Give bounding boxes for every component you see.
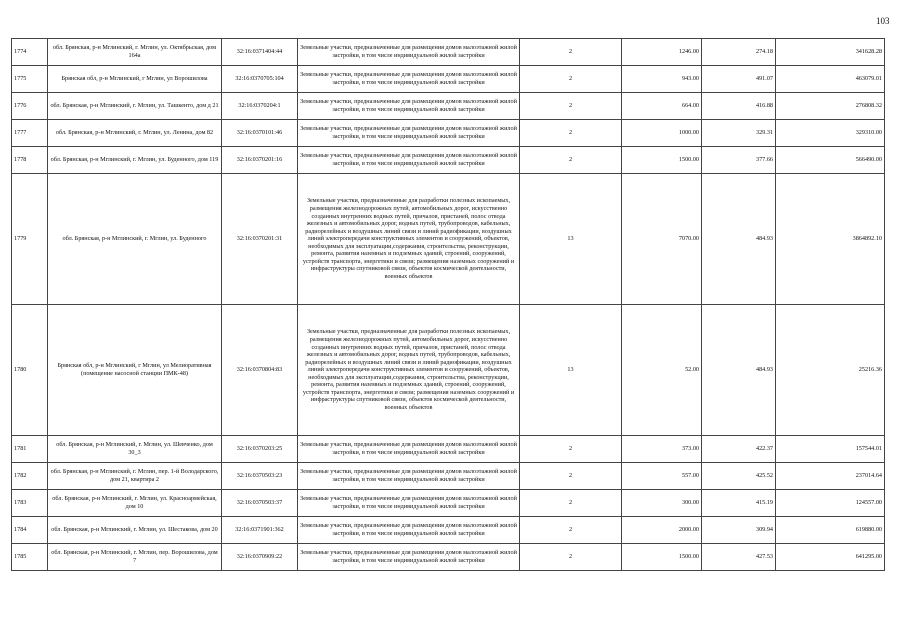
cadastral-number-cell: 32:16:0370203:25 xyxy=(222,436,298,463)
unit-value-cell: 329.31 xyxy=(702,120,776,147)
address-cell: обл. Брянская, р-н Мглинский, г. Мглин, ул. Шевченко, дом 30_3 xyxy=(48,436,222,463)
unit-value-cell: 484.93 xyxy=(702,305,776,436)
unit-value-cell: 415.19 xyxy=(702,490,776,517)
cadastral-number-cell: 32:16:0370204:1 xyxy=(222,93,298,120)
cadastral-value-cell: 341628.28 xyxy=(776,39,885,66)
address-cell: обл. Брянская, р-н Мглинский, г. Мглин, ул. Октябрьская, дом 164а xyxy=(48,39,222,66)
area-cell: 557.00 xyxy=(622,463,702,490)
cadastral-value-cell: 566490.00 xyxy=(776,147,885,174)
table-row xyxy=(12,66,885,93)
land-use-cell: Земельные участки, предназначенные для размещения домов малоэтажной жилой застройки, в том числе индивидуальной жилой застройки xyxy=(298,544,520,571)
row-number-cell: 1784 xyxy=(12,517,48,544)
category-cell: 2 xyxy=(520,39,622,66)
cadastral-value-cell: 237014.64 xyxy=(776,463,885,490)
address-cell: обл. Брянская, р-н Мглинский, г. Мглин, пер. 1-й Володарского, дом 21, квартира 2 xyxy=(48,463,222,490)
table-row xyxy=(12,463,885,490)
cadastral-number-cell: 32:16:0370201:16 xyxy=(222,147,298,174)
land-use-cell: Земельные участки, предназначенные для разработки полезных ископаемых, размещения железнодорожных путей, автомобильных дорог, искусственно созданных внутренних водных путей, причалов, пристаней, полос отвода железных и автомобильных дорог, водных путей, трубопроводов, кабельных, радиорелейных и воздушных линий связи и линий радиофикации, воздушных линий электропередачи конструктивных элементов и сооружений, объектов, необходимых для эксплуатации,содержания, строительства, реконструкции, ремонта, развития наземных и подземных зданий, строений, сооружений, устройств транспорта, энергетики и связи; размещения наземных сооружений и инфраструктуры спутниковой связи, объектов космической деятельности, военных объектов xyxy=(298,174,520,305)
unit-value-cell: 274.18 xyxy=(702,39,776,66)
cadastral-value-cell: 641295.00 xyxy=(776,544,885,571)
category-cell: 2 xyxy=(520,544,622,571)
row-number-cell: 1778 xyxy=(12,147,48,174)
table-row xyxy=(12,436,885,463)
area-cell: 2000.00 xyxy=(622,517,702,544)
cadastral-value-cell: 276808.32 xyxy=(776,93,885,120)
row-number-cell: 1775 xyxy=(12,66,48,93)
category-cell: 2 xyxy=(520,66,622,93)
table-row xyxy=(12,517,885,544)
area-cell: 52.00 xyxy=(622,305,702,436)
address-cell: обл. Брянская, р-н Мглинский, г. Мглин, ул. Буденного xyxy=(48,174,222,305)
category-cell: 2 xyxy=(520,463,622,490)
unit-value-cell: 309.94 xyxy=(702,517,776,544)
unit-value-cell: 377.66 xyxy=(702,147,776,174)
address-cell: Брянская обл, р-н Мглинский, г Мглин, ул Мелиоративная (помещение насосной станции ПМК-48) xyxy=(48,305,222,436)
land-use-cell: Земельные участки, предназначенные для размещения домов малоэтажной жилой застройки, в том числе индивидуальной жилой застройки xyxy=(298,490,520,517)
address-cell: обл. Брянская, р-н Мглинский, г. Мглин, ул. Буденного, дом 119 xyxy=(48,147,222,174)
row-number-cell: 1782 xyxy=(12,463,48,490)
table-row xyxy=(12,544,885,571)
cadastral-number-cell: 32:16:0370101:46 xyxy=(222,120,298,147)
row-number-cell: 1783 xyxy=(12,490,48,517)
area-cell: 1500.00 xyxy=(622,147,702,174)
land-use-cell: Земельные участки, предназначенные для размещения домов малоэтажной жилой застройки, в том числе индивидуальной жилой застройки xyxy=(298,66,520,93)
land-use-cell: Земельные участки, предназначенные для размещения домов малоэтажной жилой застройки, в том числе индивидуальной жилой застройки xyxy=(298,463,520,490)
land-use-cell: Земельные участки, предназначенные для размещения домов малоэтажной жилой застройки, в том числе индивидуальной жилой застройки xyxy=(298,517,520,544)
land-use-cell: Земельные участки, предназначенные для размещения домов малоэтажной жилой застройки, в том числе индивидуальной жилой застройки xyxy=(298,93,520,120)
cadastral-number-cell: 32:16:0370503:37 xyxy=(222,490,298,517)
area-cell: 1000.00 xyxy=(622,120,702,147)
land-use-cell: Земельные участки, предназначенные для разработки полезных ископаемых, размещения железнодорожных путей, автомобильных дорог, искусственно созданных внутренних водных путей, причалов, пристаней, полос отвода железных и автомобильных дорог, водных путей, трубопроводов, кабельных, радиорелейных и воздушных линий связи и линий радиофикации, воздушных линий электропередачи конструктивных элементов и сооружений, объектов, необходимых для эксплуатации,содержания, строительства, реконструкции, ремонта, развития наземных и подземных зданий, строений, сооружений, устройств транспорта, энергетики и связи; размещения наземных сооружений и инфраструктуры спутниковой связи, объектов космической деятельности, военных объектов xyxy=(298,305,520,436)
category-cell: 2 xyxy=(520,436,622,463)
row-number-cell: 1774 xyxy=(12,39,48,66)
land-use-cell: Земельные участки, предназначенные для размещения домов малоэтажной жилой застройки, в том числе индивидуальной жилой застройки xyxy=(298,436,520,463)
land-registry-table xyxy=(11,38,885,571)
category-cell: 13 xyxy=(520,305,622,436)
unit-value-cell: 422.37 xyxy=(702,436,776,463)
category-cell: 13 xyxy=(520,174,622,305)
cadastral-value-cell: 463079.01 xyxy=(776,66,885,93)
cadastral-value-cell: 157544.01 xyxy=(776,436,885,463)
cadastral-value-cell: 619880.00 xyxy=(776,517,885,544)
area-cell: 664.00 xyxy=(622,93,702,120)
category-cell: 2 xyxy=(520,147,622,174)
area-cell: 1246.00 xyxy=(622,39,702,66)
cadastral-number-cell: 32:16:0370705:104 xyxy=(222,66,298,93)
row-number-cell: 1777 xyxy=(12,120,48,147)
category-cell: 2 xyxy=(520,93,622,120)
cadastral-number-cell: 32:16:0370909:22 xyxy=(222,544,298,571)
category-cell: 2 xyxy=(520,120,622,147)
row-number-cell: 1779 xyxy=(12,174,48,305)
address-cell: обл. Брянская, р-н Мглинский, г. Мглин, ул. Ленина, дом 82 xyxy=(48,120,222,147)
cadastral-value-cell: 25216.36 xyxy=(776,305,885,436)
address-cell: обл. Брянская, р-н Мглинский, г. Мглин, ул. Ташкенто, дом д 21 xyxy=(48,93,222,120)
cadastral-number-cell: 32:16:0370503:23 xyxy=(222,463,298,490)
address-cell: Брянская обл, р-н Мглинский, г Мглин, ул Ворошилова xyxy=(48,66,222,93)
address-cell: обл. Брянская, р-н Мглинский, г. Мглин, пер. Ворошилова, дом 7 xyxy=(48,544,222,571)
unit-value-cell: 484.93 xyxy=(702,174,776,305)
category-cell: 2 xyxy=(520,490,622,517)
page-number: 103 xyxy=(876,16,890,26)
unit-value-cell: 427.53 xyxy=(702,544,776,571)
row-number-cell: 1785 xyxy=(12,544,48,571)
table-row xyxy=(12,490,885,517)
land-use-cell: Земельные участки, предназначенные для размещения домов малоэтажной жилой застройки, в том числе индивидуальной жилой застройки xyxy=(298,39,520,66)
table-row xyxy=(12,305,885,436)
land-use-cell: Земельные участки, предназначенные для размещения домов малоэтажной жилой застройки, в том числе индивидуальной жилой застройки xyxy=(298,120,520,147)
table-row xyxy=(12,93,885,120)
cadastral-number-cell: 32:16:0371901:362 xyxy=(222,517,298,544)
cadastral-value-cell: 3864892.10 xyxy=(776,174,885,305)
land-use-cell: Земельные участки, предназначенные для размещения домов малоэтажной жилой застройки, в том числе индивидуальной жилой застройки xyxy=(298,147,520,174)
address-cell: обл. Брянская, р-н Мглинский, г. Мглин, ул. Красноармейская, дом 10 xyxy=(48,490,222,517)
table-row xyxy=(12,174,885,305)
cadastral-value-cell: 329310.00 xyxy=(776,120,885,147)
address-cell: обл. Брянская, р-н Мглинский, г. Мглин, ул. Шестакова, дом 20 xyxy=(48,517,222,544)
cadastral-number-cell: 32:16:0370201:31 xyxy=(222,174,298,305)
unit-value-cell: 425.52 xyxy=(702,463,776,490)
cadastral-number-cell: 32:16:0371404:44 xyxy=(222,39,298,66)
area-cell: 943.00 xyxy=(622,66,702,93)
area-cell: 7070.00 xyxy=(622,174,702,305)
cadastral-value-cell: 124557.00 xyxy=(776,490,885,517)
table-row xyxy=(12,39,885,66)
unit-value-cell: 416.88 xyxy=(702,93,776,120)
table-row xyxy=(12,120,885,147)
cadastral-number-cell: 32:16:0370804:83 xyxy=(222,305,298,436)
row-number-cell: 1776 xyxy=(12,93,48,120)
area-cell: 300.00 xyxy=(622,490,702,517)
area-cell: 1500.00 xyxy=(622,544,702,571)
unit-value-cell: 491.07 xyxy=(702,66,776,93)
row-number-cell: 1781 xyxy=(12,436,48,463)
table-row xyxy=(12,147,885,174)
area-cell: 373.00 xyxy=(622,436,702,463)
row-number-cell: 1780 xyxy=(12,305,48,436)
category-cell: 2 xyxy=(520,517,622,544)
